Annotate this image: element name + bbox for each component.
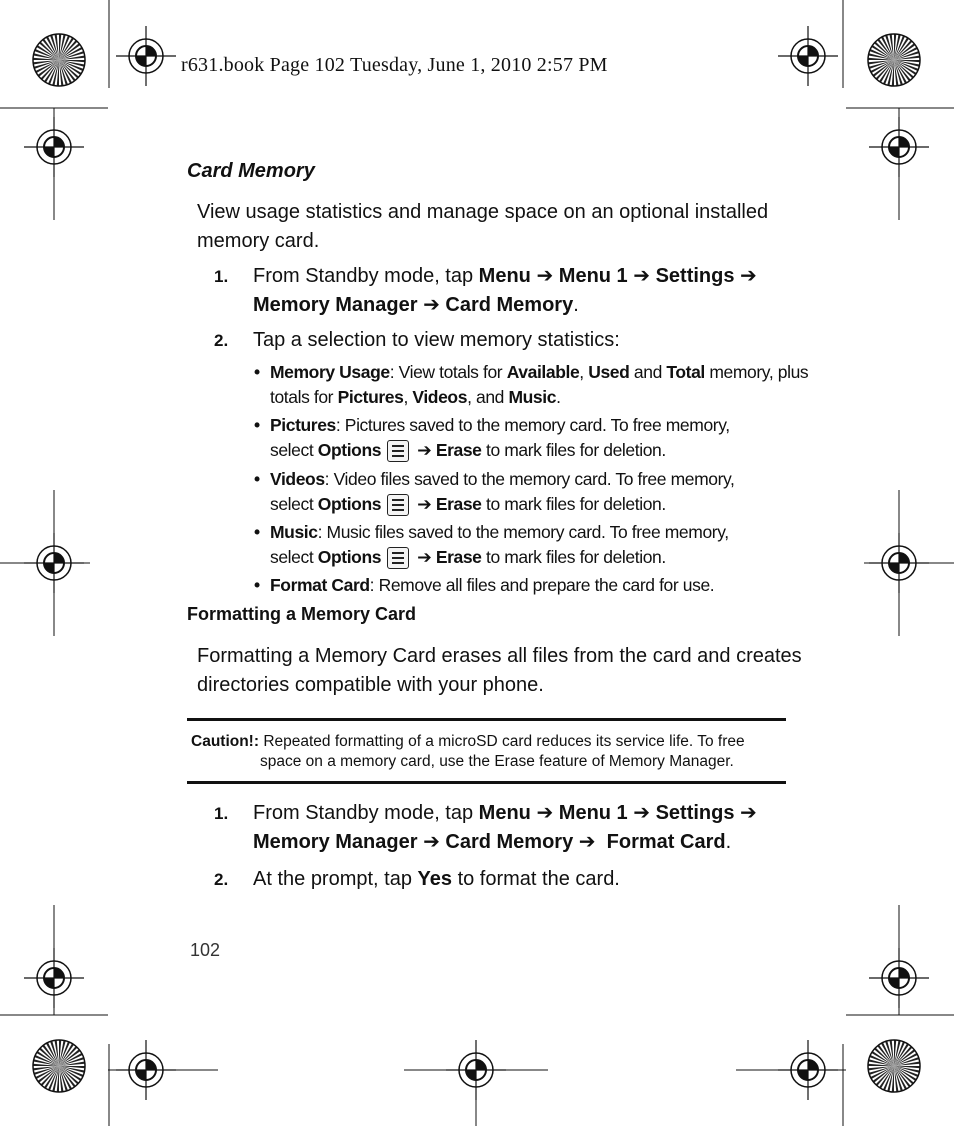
card-memory-label: Card Memory	[445, 294, 574, 316]
step-text: to format the card.	[452, 868, 620, 890]
pictures-label: Pictures	[337, 387, 404, 407]
sunburst-target-icon	[33, 1040, 85, 1092]
erase-label: Erase	[435, 494, 482, 514]
period: .	[556, 387, 561, 407]
card-memory-label: Card Memory	[445, 831, 574, 853]
videos-label: Videos	[412, 387, 468, 407]
arrow-icon: ➔	[578, 831, 596, 853]
intro-line: Formatting a Memory Card erases all files from the card and creates	[197, 645, 802, 667]
bullet-format-card	[254, 573, 794, 599]
registration-mark-icon	[778, 26, 838, 86]
bullet-dot: •	[254, 362, 260, 382]
step-2	[214, 326, 774, 356]
bullet-term: Pictures	[270, 415, 336, 435]
step-number: 1.	[214, 267, 229, 286]
bullet-text: : Music files saved to the memory card. To free memory,	[317, 522, 729, 542]
options-label: Options	[317, 440, 382, 460]
bullet-music	[254, 520, 794, 572]
sunburst-target-icon	[868, 34, 920, 86]
sunburst-target-icon	[33, 34, 85, 86]
sunburst-target-icon	[868, 1040, 920, 1092]
yes-label: Yes	[417, 868, 453, 890]
arrow-icon: ➔	[740, 802, 757, 824]
bullet-text: select	[270, 440, 318, 460]
bullet-text: : View totals for	[389, 362, 507, 382]
caution-text: space on a memory card, use the Erase feature of Memory Manager.	[260, 753, 734, 770]
erase-label: Erase	[435, 440, 482, 460]
menu-label: Menu	[478, 802, 531, 824]
bullet-text: to mark files for deletion.	[481, 440, 666, 460]
step-1	[214, 262, 774, 322]
step-number: 2.	[214, 331, 229, 350]
bullet-dot: •	[254, 522, 260, 542]
format-step-2	[214, 865, 774, 895]
bullet-dot: •	[254, 575, 260, 595]
options-menu-icon	[387, 440, 409, 462]
arrow-icon: ➔	[417, 547, 432, 567]
bullet-text: memory, plus	[704, 362, 809, 382]
options-menu-icon	[387, 547, 409, 569]
intro-line: View usage statistics and manage space on an optional installed	[197, 201, 769, 223]
arrow-icon: ➔	[536, 802, 554, 824]
page-header: r631.book Page 102 Tuesday, June 1, 2010 2:57 PM	[181, 54, 608, 76]
bullet-dot: •	[254, 415, 260, 435]
menu1-label: Menu 1	[558, 802, 628, 824]
caution-text: Repeated formatting of a microSD card reduces its service life. To free	[259, 733, 745, 750]
memory-manager-label: Memory Manager	[253, 831, 418, 853]
erase-label: Erase	[435, 547, 482, 567]
section-title-formatting: Formatting a Memory Card	[187, 604, 417, 624]
bullet-text: and	[629, 362, 667, 382]
formatting-intro	[197, 642, 802, 700]
total-label: Total	[666, 362, 705, 382]
arrow-icon: ➔	[536, 265, 554, 287]
bullet-term: Format Card	[270, 575, 370, 595]
bullet-text: : Pictures saved to the memory card. To free memory,	[335, 415, 730, 435]
intro-line: directories compatible with your phone.	[197, 674, 544, 696]
comma: ,	[403, 387, 408, 407]
bullet-text: totals for	[270, 387, 338, 407]
section-title-card-memory: Card Memory	[187, 160, 315, 182]
menu1-label: Menu 1	[558, 265, 628, 287]
arrow-icon: ➔	[417, 440, 432, 460]
step-text: Tap a selection to view memory statistics:	[253, 329, 620, 351]
step-number: 2.	[214, 870, 229, 889]
caution-label: Caution!:	[191, 733, 260, 750]
bullet-memory-usage	[254, 360, 809, 412]
step-text: From Standby mode, tap	[253, 802, 479, 824]
arrow-icon: ➔	[633, 802, 651, 824]
bullet-videos	[254, 467, 794, 519]
intro-line: memory card.	[197, 230, 320, 252]
card-memory-intro	[197, 198, 797, 256]
caution-note	[191, 732, 781, 774]
options-label: Options	[317, 547, 382, 567]
bullet-text: : Remove all files and prepare the card for use.	[369, 575, 715, 595]
memory-manager-label: Memory Manager	[253, 294, 418, 316]
caution-top-rule	[187, 718, 786, 721]
music-label: Music	[508, 387, 557, 407]
step-text: At the prompt, tap	[253, 868, 418, 890]
options-menu-icon	[387, 494, 409, 516]
bullet-text: select	[270, 494, 318, 514]
settings-label: Settings	[655, 265, 735, 287]
bullet-text: to mark files for deletion.	[481, 547, 666, 567]
bullet-dot: •	[254, 469, 260, 489]
comma: ,	[579, 362, 584, 382]
bullet-term: Music	[270, 522, 318, 542]
arrow-icon: ➔	[633, 265, 651, 287]
available-label: Available	[506, 362, 580, 382]
bullet-pictures	[254, 413, 794, 465]
format-card-label: Format Card	[606, 831, 726, 853]
options-label: Options	[317, 494, 382, 514]
bullet-text: to mark files for deletion.	[481, 494, 666, 514]
period: .	[725, 831, 732, 853]
period: .	[573, 294, 579, 316]
menu-label: Menu	[478, 265, 531, 287]
bullet-text: , and	[467, 387, 509, 407]
caution-bottom-rule	[187, 781, 786, 784]
bullet-term: Memory Usage	[270, 362, 390, 382]
arrow-icon: ➔	[423, 831, 440, 853]
arrow-icon: ➔	[423, 294, 440, 316]
settings-label: Settings	[655, 802, 735, 824]
page-number: 102	[190, 940, 221, 960]
bullet-term: Videos	[270, 469, 325, 489]
bullet-text: select	[270, 547, 318, 567]
registration-mark-icon	[116, 26, 176, 86]
step-text: From Standby mode, tap	[253, 265, 479, 287]
step-number: 1.	[214, 804, 229, 823]
used-label: Used	[588, 362, 630, 382]
arrow-icon: ➔	[417, 494, 432, 514]
arrow-icon: ➔	[740, 265, 757, 287]
bullet-text: : Video files saved to the memory card. To free memory,	[324, 469, 735, 489]
format-step-1	[214, 799, 774, 859]
